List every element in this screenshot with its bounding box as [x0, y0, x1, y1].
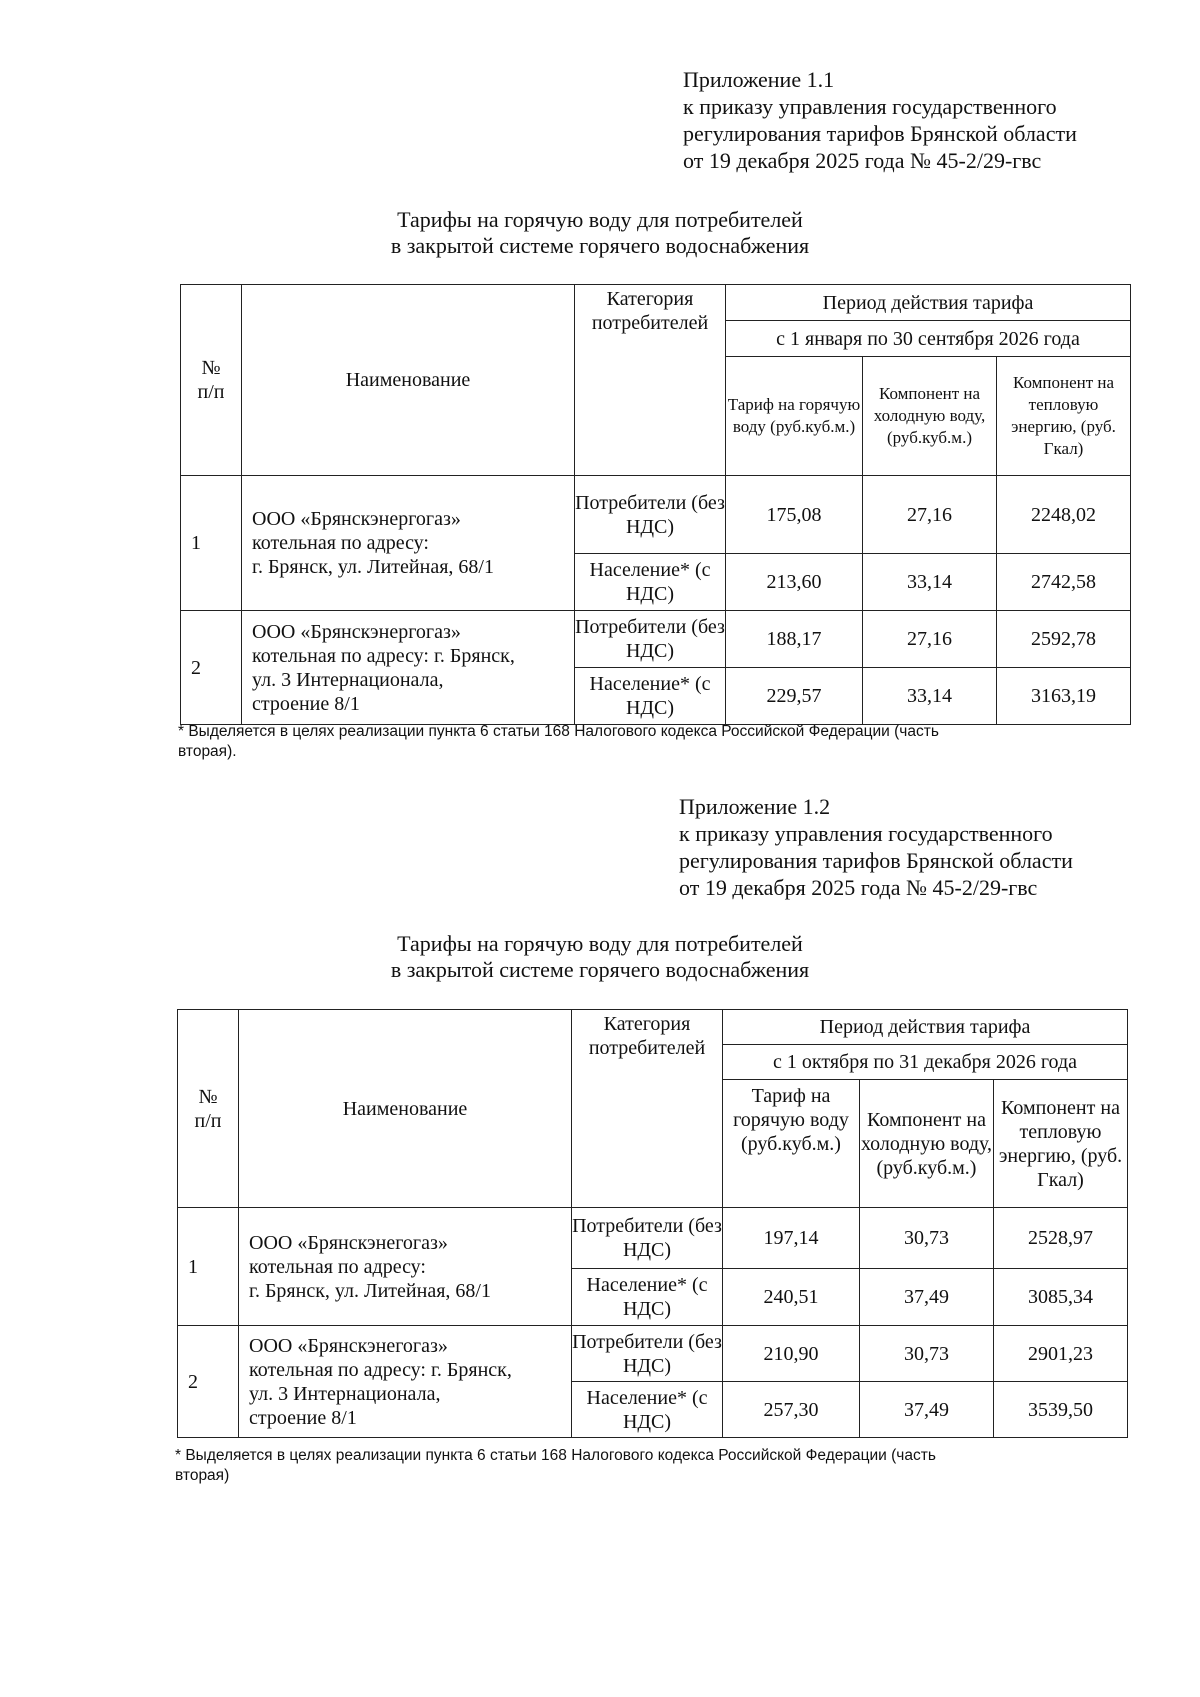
tariff-value: 197,14 [723, 1208, 860, 1269]
row-number: 1 [181, 476, 242, 611]
footnote-line: * Выделяется в целях реализации пункта 6 статьи 168 Налогового кодекса Российской Федерации (часть [178, 723, 939, 740]
table-row [181, 476, 1131, 554]
period-range: с 1 января по 30 сентября 2026 года [726, 321, 1131, 357]
col-header-tariff: Тариф на горячую воду (руб.куб.м.) [723, 1080, 860, 1208]
tariff-value: 229,57 [726, 668, 863, 725]
cold-water-value: 33,14 [863, 554, 997, 611]
col-header-number: № п/п [178, 1010, 239, 1208]
appendix-number: Приложение 1.2 [679, 794, 831, 819]
col-header-cold-water: Компонент на холодную воду, (руб.куб.м.) [860, 1080, 994, 1208]
table-1-title [0, 207, 1200, 259]
order-date: от 19 декабря 2025 года № 45-2/29-гвс [679, 875, 1038, 900]
tariff-value: 213,60 [726, 554, 863, 611]
order-reference: к приказу управления государственного [683, 94, 1057, 119]
footnote-line: вторая). [178, 743, 237, 760]
col-header-name: Наименование [239, 1010, 572, 1208]
title-line: Тарифы на горячую воду для потребителей [397, 931, 803, 956]
col-header-category: Категория потребителей [572, 1010, 723, 1208]
order-date: от 19 декабря 2025 года № 45-2/29-гвс [683, 148, 1042, 173]
supplier-name: ООО «Брянскэнергогаз» котельная по адресу: г. Брянск, ул. Литейная, 68/1 [242, 476, 575, 611]
col-header-heat-energy: Компонент на тепловую энергию, (руб. Гкал) [994, 1080, 1128, 1208]
row-number: 2 [181, 611, 242, 725]
supplier-name: ООО «Брянскэнегогаз» котельная по адресу: г. Брянск, ул. 3 Интернационала, строение 8/1 [239, 1326, 572, 1438]
col-header-heat-energy: Компонент на тепловую энергию, (руб. Гкал) [997, 357, 1131, 476]
category-population: Население* (с НДС) [572, 1382, 723, 1438]
title-line: Тарифы на горячую воду для потребителей [397, 207, 803, 232]
order-reference: к приказу управления государственного [679, 821, 1053, 846]
footnote-2 [175, 1446, 1125, 1486]
col-header-name: Наименование [242, 285, 575, 476]
title-line: в закрытой системе горячего водоснабжения [390, 957, 810, 982]
cold-water-value: 37,49 [860, 1382, 994, 1438]
table-row [178, 1326, 1128, 1382]
heat-energy-value: 2528,97 [994, 1208, 1128, 1269]
tariff-value: 240,51 [723, 1269, 860, 1326]
title-line: в закрытой системе горячего водоснабжения [390, 233, 810, 258]
tariff-value: 210,90 [723, 1326, 860, 1382]
table-2-title [0, 931, 1200, 983]
supplier-name: ООО «Брянскэнегогаз» котельная по адресу: г. Брянск, ул. Литейная, 68/1 [239, 1208, 572, 1326]
appendix-1-header [683, 66, 1077, 174]
row-number: 1 [178, 1208, 239, 1326]
order-authority: регулирования тарифов Брянской области [679, 848, 1073, 873]
cold-water-value: 37,49 [860, 1269, 994, 1326]
table-row [181, 611, 1131, 668]
category-consumers: Потребители (без НДС) [572, 1208, 723, 1269]
col-header-tariff: Тариф на горячую воду (руб.куб.м.) [726, 357, 863, 476]
col-header-period: Период действия тарифа [726, 285, 1131, 321]
heat-energy-value: 3539,50 [994, 1382, 1128, 1438]
cold-water-value: 30,73 [860, 1208, 994, 1269]
category-population: Население* (с НДС) [575, 554, 726, 611]
footnote-1 [178, 722, 1128, 762]
category-consumers: Потребители (без НДС) [575, 476, 726, 554]
cold-water-value: 27,16 [863, 611, 997, 668]
heat-energy-value: 2901,23 [994, 1326, 1128, 1382]
category-consumers: Потребители (без НДС) [572, 1326, 723, 1382]
tariff-value: 188,17 [726, 611, 863, 668]
heat-energy-value: 2248,02 [997, 476, 1131, 554]
category-consumers: Потребители (без НДС) [575, 611, 726, 668]
col-header-category: Категория потребителей [575, 285, 726, 476]
heat-energy-value: 2742,58 [997, 554, 1131, 611]
period-range: с 1 октября по 31 декабря 2026 года [723, 1045, 1128, 1080]
cold-water-value: 27,16 [863, 476, 997, 554]
heat-energy-value: 3163,19 [997, 668, 1131, 725]
col-header-number: № п/п [181, 285, 242, 476]
order-authority: регулирования тарифов Брянской области [683, 121, 1077, 146]
footnote-line: * Выделяется в целях реализации пункта 6 статьи 168 Налогового кодекса Российской Федерации (часть [175, 1447, 936, 1464]
appendix-2-header [679, 793, 1073, 901]
heat-energy-value: 2592,78 [997, 611, 1131, 668]
tariff-table-2 [177, 1009, 1128, 1438]
tariff-table-1 [180, 284, 1131, 725]
category-population: Население* (с НДС) [572, 1269, 723, 1326]
row-number: 2 [178, 1326, 239, 1438]
table-row [178, 1208, 1128, 1269]
cold-water-value: 33,14 [863, 668, 997, 725]
cold-water-value: 30,73 [860, 1326, 994, 1382]
supplier-name: ООО «Брянскэнергогаз» котельная по адресу: г. Брянск, ул. 3 Интернационала, строение 8/1 [242, 611, 575, 725]
heat-energy-value: 3085,34 [994, 1269, 1128, 1326]
tariff-value: 175,08 [726, 476, 863, 554]
appendix-number: Приложение 1.1 [683, 67, 835, 92]
footnote-line: вторая) [175, 1467, 230, 1484]
col-header-cold-water: Компонент на холодную воду, (руб.куб.м.) [863, 357, 997, 476]
col-header-period: Период действия тарифа [723, 1010, 1128, 1045]
category-population: Население* (с НДС) [575, 668, 726, 725]
tariff-value: 257,30 [723, 1382, 860, 1438]
